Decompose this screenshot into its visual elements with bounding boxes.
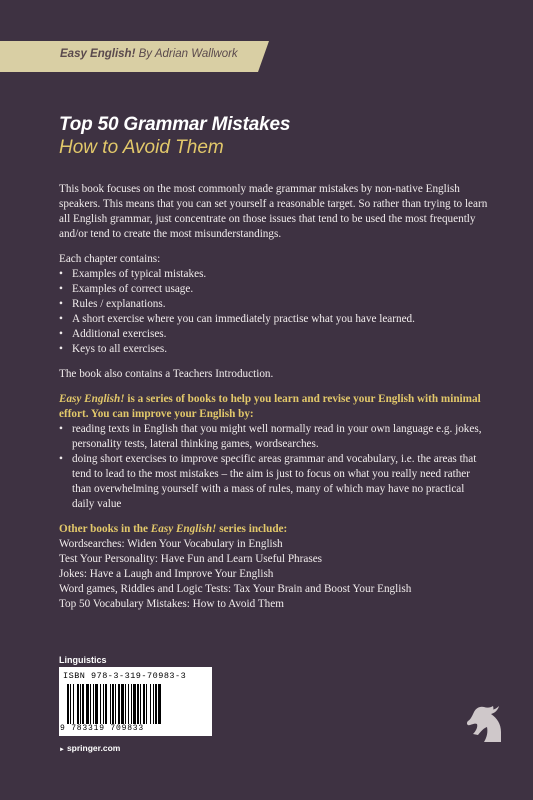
series-name: Easy English! <box>60 48 136 60</box>
list-item: Word games, Riddles and Logic Tests: Tax Your Brain and Boost Your English <box>59 583 412 595</box>
chapter-contents-list <box>59 267 489 357</box>
other-books-list <box>59 537 489 612</box>
book-subtitle: How to Avoid Them <box>59 137 224 158</box>
list-item: • doing short exercises to improve specific areas grammar and vocabulary, i.e. the areas that tend to lead to the most mistakes – the aim is just to focus on what you really need rather than overwhelming yourself with a mass of rules, many of which may have no practical daily value <box>59 452 489 512</box>
improve-list <box>59 422 489 512</box>
website-text: springer.com <box>66 743 121 753</box>
list-item: • A short exercise where you can immediately practise what you have learned. <box>59 312 489 327</box>
list-item: • Rules / explanations. <box>59 297 489 312</box>
book-title: Top 50 Grammar Mistakes <box>59 114 291 135</box>
barcode <box>67 684 205 724</box>
arrow-icon: ► <box>59 747 65 753</box>
list-item: Test Your Personality: Have Fun and Learn Useful Phrases <box>59 553 323 565</box>
chapter-intro: Each chapter contains: <box>59 253 161 265</box>
barcode-number: 9 783319 709833 <box>60 724 145 733</box>
subject-label: Linguistics <box>59 655 107 665</box>
series-description-italic: Easy English! <box>59 393 125 405</box>
list-item: • reading texts in English that you might well normally read in your own language e.g. jokes, personality tests, lateral thinking games, wordsearches. <box>59 422 489 452</box>
teachers-note: The book also contains a Teachers Introduction. <box>59 368 274 380</box>
list-item: • Examples of correct usage. <box>59 282 489 297</box>
list-item: • Examples of typical mistakes. <box>59 267 489 282</box>
other-books-heading: Other books in the Easy English! series include: <box>59 523 288 535</box>
website-link[interactable] <box>59 743 120 753</box>
author-name: By Adrian Wallwork <box>138 48 238 60</box>
barcode-box <box>59 667 212 736</box>
list-item: • Keys to all exercises. <box>59 342 489 357</box>
isbn-text: ISBN 978-3-319-70983-3 <box>63 671 187 681</box>
series-description <box>59 392 489 422</box>
list-item: Top 50 Vocabulary Mistakes: How to Avoid Them <box>59 598 284 610</box>
list-item: Jokes: Have a Laugh and Improve Your English <box>59 568 274 580</box>
series-banner-text <box>60 48 238 60</box>
list-item: • Additional exercises. <box>59 327 489 342</box>
springer-horse-logo <box>463 702 509 744</box>
list-item: Wordsearches: Widen Your Vocabulary in English <box>59 538 283 550</box>
intro-paragraph: This book focuses on the most commonly made grammar mistakes by non-native English speakers. This means that you can set yourself a reasonable target. So rather than trying to learn all English grammar, just concentrate on those issues that tend to be used the most frequently and/or tend to create the most misunderstandings. <box>59 183 488 240</box>
back-cover-text <box>59 182 489 612</box>
series-description-text: is a series of books to help you learn and revise your English with minimal effort. You can improve your English by: <box>59 393 481 420</box>
